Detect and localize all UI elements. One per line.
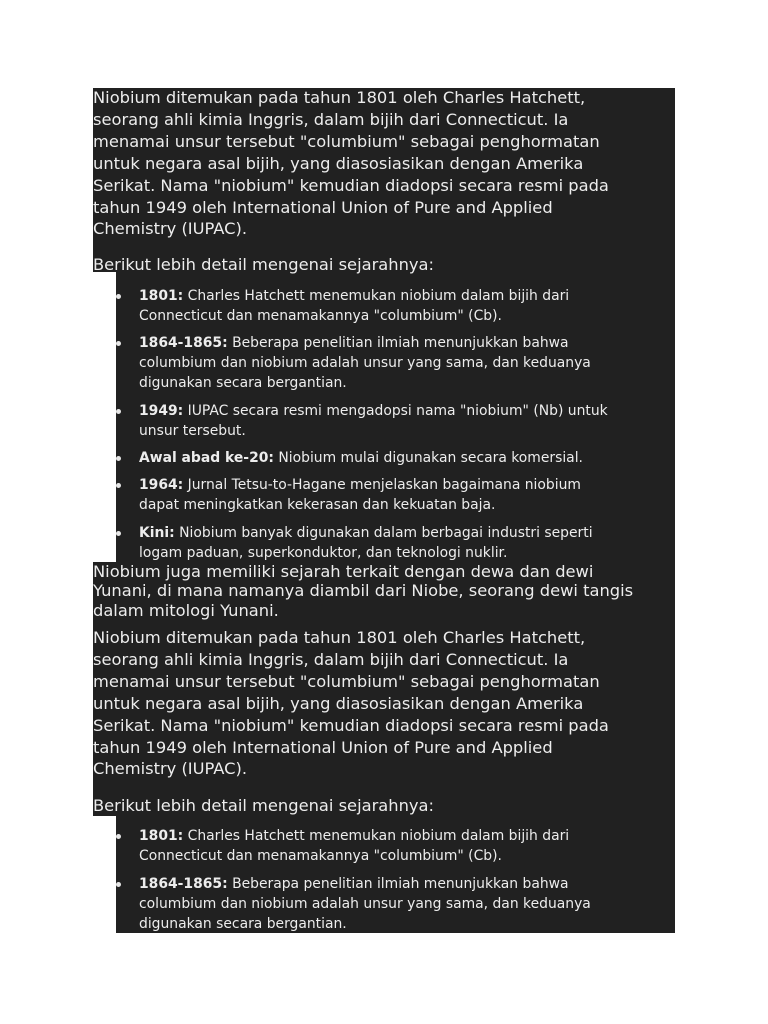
bullet bbox=[116, 531, 121, 536]
bullet bbox=[116, 483, 121, 488]
bullet bbox=[116, 409, 121, 414]
list-item: 1949: IUPAC secara resmi mengadopsi nama "niobium" (Nb) untuk unsur tersebut. bbox=[139, 403, 608, 440]
lead-text: Berikut lebih detail mengenai sejarahnya: bbox=[93, 255, 434, 274]
list-item: 1864-1865: Beberapa penelitian ilmiah menunjukkan bahwa columbium dan niobium adalah unsur yang sama, dan keduanya digunakan secara bergantian. bbox=[139, 876, 591, 933]
bullet bbox=[116, 834, 121, 839]
bullet bbox=[116, 456, 121, 461]
bullet bbox=[116, 341, 121, 346]
list-item: 1801: Charles Hatchett menemukan niobium dalam bijih dari Connecticut dan menamakannya "columbium" (Cb). bbox=[139, 288, 570, 325]
bullet bbox=[116, 294, 121, 299]
lead-text: Berikut lebih detail mengenai sejarahnya: bbox=[93, 796, 434, 815]
list-item: 1801: Charles Hatchett menemukan niobium dalam bijih dari Connecticut dan menamakannya "columbium" (Cb). bbox=[139, 828, 570, 865]
intro-paragraph: Niobium ditemukan pada tahun 1801 oleh Charles Hatchett, seorang ahli kimia Inggris, dalam bijih dari Connecticut. Ia menamai unsur tersebut "columbium" sebagai penghormatan untuk negara asal bijih, yang diasosiasikan dengan Amerika Serikat. Nama "niobium" kemudian diadopsi secara resmi pada tahun 1949 oleh International Union of Pure and Applied Chemistry (IUPAC). bbox=[93, 628, 609, 779]
intro-paragraph: Niobium ditemukan pada tahun 1801 oleh Charles Hatchett, seorang ahli kimia Inggris, dalam bijih dari Connecticut. Ia menamai unsur tersebut "columbium" sebagai penghormatan untuk negara asal bijih, yang diasosiasikan dengan Amerika Serikat. Nama "niobium" kemudian diadopsi secara resmi pada tahun 1949 oleh International Union of Pure and Applied Chemistry (IUPAC). bbox=[93, 88, 609, 239]
bullet bbox=[116, 882, 121, 887]
list-item: 1864-1865: Beberapa penelitian ilmiah menunjukkan bahwa columbium dan niobium adalah unsur yang sama, dan keduanya digunakan secara bergantian. bbox=[139, 335, 591, 392]
list-item: Awal abad ke-20: Niobium mulai digunakan secara komersial. bbox=[139, 450, 583, 466]
list-item: Kini: Niobium banyak digunakan dalam berbagai industri seperti logam paduan, superkonduktor, dan teknologi nuklir. bbox=[139, 525, 593, 562]
list-item: 1964: Jurnal Tetsu-to-Hagane menjelaskan bagaimana niobium dapat meningkatkan kekerasan dan kekuatan baja. bbox=[139, 477, 581, 514]
myth-paragraph: Niobium juga memiliki sejarah terkait dengan dewa dan dewi Yunani, di mana namanya diambil dari Niobe, seorang dewi tangis dalam mitologi Yunani. bbox=[93, 562, 634, 620]
